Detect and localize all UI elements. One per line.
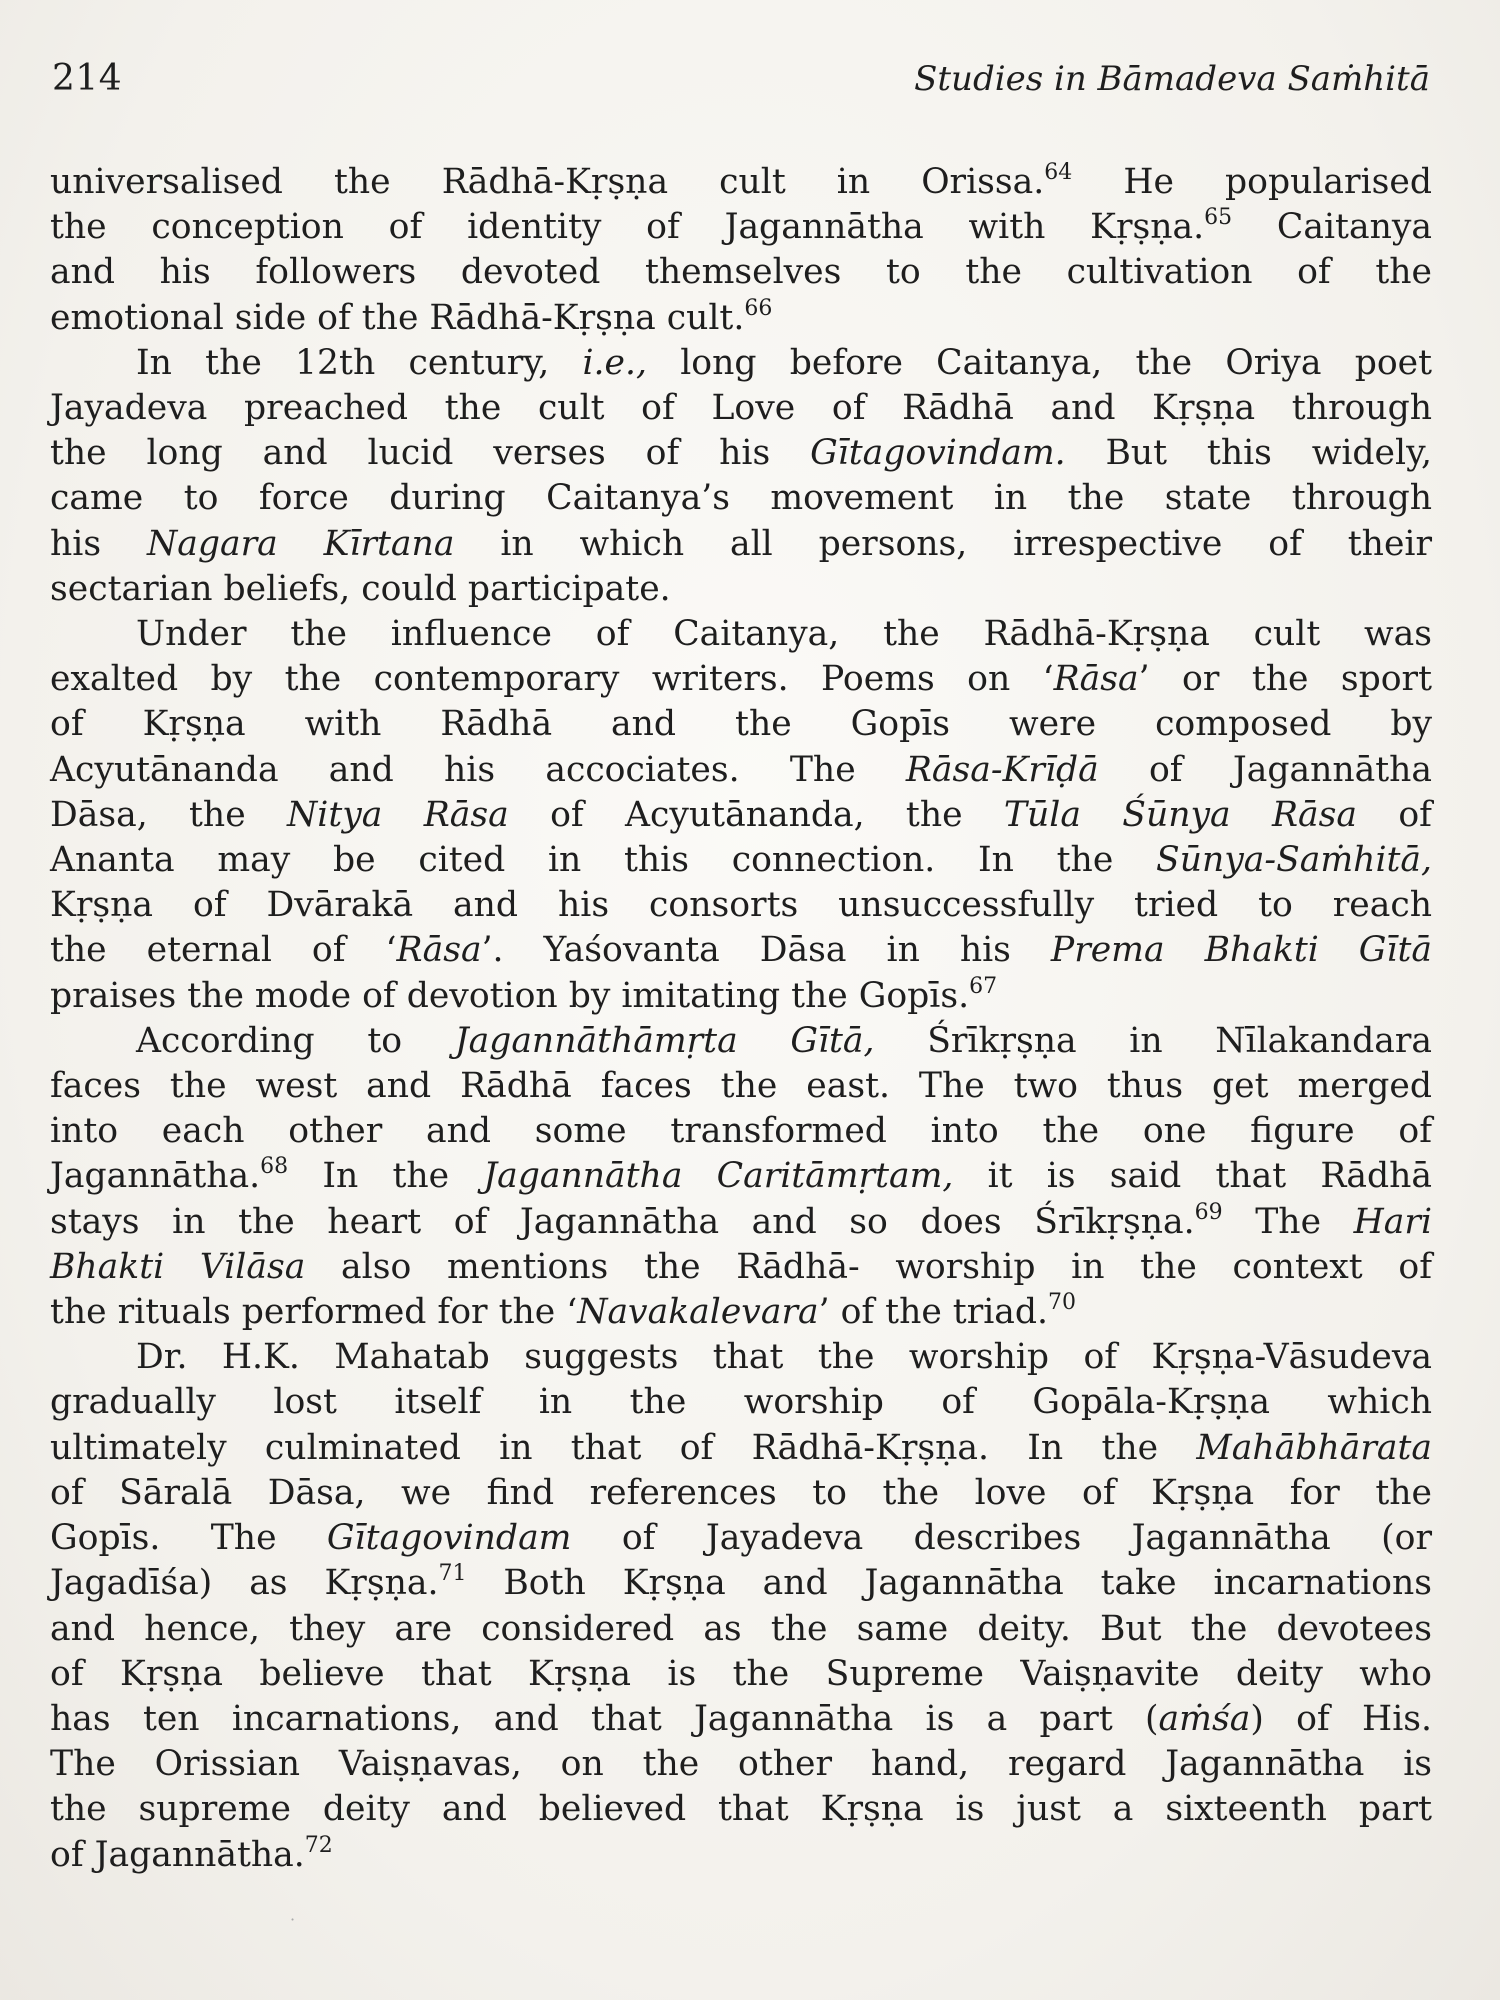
italic-term: Prema Bhakti Gītā bbox=[1050, 930, 1432, 971]
italic-term: Hari bbox=[1353, 1201, 1432, 1242]
text-segment: In the 12th century, bbox=[136, 342, 583, 383]
text-segment: faces the west and Rādhā faces the east. The two thus get merged bbox=[50, 1066, 1432, 1107]
italic-term: Gītagovindam. bbox=[810, 433, 1066, 474]
text-segment: emotional side of the Rādhā-Kṛṣṇa cult. bbox=[50, 297, 745, 338]
text-segment: long before Caitanya, the Oriya poet bbox=[646, 342, 1433, 383]
text-segment: in which all persons, irrespective of their bbox=[454, 523, 1432, 564]
text-segment: into each other and some transformed into the one figure of bbox=[50, 1111, 1432, 1152]
text-segment: Both Kṛṣṇa and Jagannātha take incarnations bbox=[466, 1563, 1432, 1604]
footnote-reference: 65 bbox=[1204, 205, 1233, 231]
text-segment: of Acyutānanda, the bbox=[508, 794, 1004, 835]
text-line bbox=[50, 1652, 1432, 1697]
text-segment: Jayadeva preached the cult of Love of Rādhā and Kṛṣṇa through bbox=[50, 388, 1432, 429]
text-line bbox=[50, 1335, 1432, 1380]
text-segment: ) of His. bbox=[1250, 1698, 1432, 1739]
text-line bbox=[50, 1200, 1432, 1245]
text-segment: He popularised bbox=[1072, 162, 1432, 202]
text-line bbox=[50, 341, 1432, 386]
text-line bbox=[50, 883, 1432, 928]
text-segment: has ten incarnations, and that Jagannātha is a part ( bbox=[50, 1698, 1159, 1739]
paragraph bbox=[50, 341, 1432, 612]
text-segment: The Orissian Vaiṣṇavas, on the other hand, regard Jagannātha is bbox=[50, 1744, 1432, 1785]
text-segment: ’ of the triad. bbox=[818, 1292, 1049, 1333]
italic-term: Nagara Kīrtana bbox=[146, 523, 455, 564]
text-segment: The bbox=[1222, 1201, 1354, 1242]
text-segment: praises the mode of devotion by imitating the Gopīs. bbox=[50, 975, 970, 1016]
text-segment: universalised the Rādhā-Kṛṣṇa cult in Orissa. bbox=[50, 162, 1045, 202]
text-line bbox=[50, 386, 1432, 431]
text-line bbox=[50, 1290, 1432, 1335]
text-segment: of Sāralā Dāsa, we find references to the love of Kṛṣṇa for the bbox=[50, 1472, 1432, 1513]
text-segment: stays in the heart of Jagannātha and so does Śrīkṛṣṇa. bbox=[50, 1201, 1195, 1242]
text-line bbox=[50, 205, 1432, 250]
text-line bbox=[50, 657, 1432, 702]
text-line bbox=[50, 1697, 1432, 1742]
text-segment: Dāsa, the bbox=[50, 794, 288, 835]
text-segment: Dr. H.K. Mahatab suggests that the worship of Kṛṣṇa-Vāsudeva bbox=[136, 1337, 1432, 1378]
text-segment: ’ or the sport bbox=[1138, 659, 1432, 700]
text-line bbox=[50, 476, 1432, 521]
text-segment: his bbox=[50, 523, 147, 564]
text-line bbox=[50, 838, 1432, 883]
footnote-reference: 71 bbox=[438, 1561, 467, 1587]
italic-term: Sūnya-Saṁhitā, bbox=[1156, 840, 1432, 881]
text-line bbox=[50, 1426, 1432, 1471]
text-segment: the long and lucid verses of his bbox=[50, 433, 811, 474]
body-text bbox=[50, 160, 1432, 1878]
page-number: 214 bbox=[52, 58, 123, 99]
footnote-reference: 68 bbox=[260, 1154, 289, 1180]
text-segment: of Jagannātha. bbox=[50, 1834, 305, 1875]
text-line bbox=[50, 974, 1432, 1019]
footnote-reference: 70 bbox=[1048, 1290, 1077, 1316]
text-segment: and his followers devoted themselves to the cultivation of the bbox=[50, 252, 1432, 293]
text-segment: and hence, they are considered as the same deity. But the devotees bbox=[50, 1608, 1432, 1649]
footnote-reference: 72 bbox=[304, 1832, 333, 1858]
text-segment: Śrīkṛṣṇa in Nīlakandara bbox=[874, 1020, 1432, 1061]
text-line bbox=[50, 1019, 1432, 1064]
running-title: Studies in Bāmadeva Saṁhitā bbox=[914, 59, 1430, 99]
page-speck: · bbox=[290, 1910, 296, 1929]
text-segment: Caitanya bbox=[1232, 207, 1432, 248]
text-line bbox=[50, 1245, 1432, 1290]
text-segment: of Kṛṣṇa believe that Kṛṣṇa is the Supreme Vaiṣṇavite deity who bbox=[50, 1653, 1432, 1694]
italic-term: Rāsa-Krīḍā bbox=[905, 749, 1099, 790]
text-line bbox=[50, 522, 1432, 567]
text-segment: of bbox=[1357, 794, 1432, 835]
italic-term: Rāsa bbox=[396, 930, 482, 971]
text-segment: ’. Yaśovanta Dāsa in his bbox=[481, 930, 1051, 971]
text-line bbox=[50, 1516, 1432, 1561]
italic-term: Rāsa bbox=[1053, 659, 1139, 700]
footnote-reference: 67 bbox=[969, 973, 998, 999]
italic-term: aṁśa bbox=[1158, 1698, 1251, 1739]
footnote-reference: 64 bbox=[1044, 160, 1073, 185]
footnote-reference: 66 bbox=[744, 295, 773, 321]
paragraph bbox=[50, 1335, 1432, 1877]
text-segment: Jagannātha. bbox=[50, 1156, 261, 1197]
italic-term: Jagannātha Caritāmṛtam, bbox=[483, 1156, 954, 1197]
italic-term: Jagannāthāmṛta Gītā, bbox=[454, 1020, 875, 1061]
text-line bbox=[50, 1833, 1432, 1878]
text-line bbox=[50, 612, 1432, 657]
paragraph bbox=[50, 612, 1432, 1019]
text-segment: the conception of identity of Jagannātha with Kṛṣṇa. bbox=[50, 207, 1205, 248]
text-line bbox=[50, 702, 1432, 747]
italic-term: Gītagovindam bbox=[326, 1518, 572, 1559]
text-line bbox=[50, 296, 1432, 341]
text-line bbox=[50, 928, 1432, 973]
italic-term: Tūla Śūnya Rāsa bbox=[1003, 794, 1358, 835]
text-line bbox=[50, 431, 1432, 476]
text-segment: Acyutānanda and his accociates. The bbox=[50, 749, 906, 790]
text-segment: Under the influence of Caitanya, the Rādhā-Kṛṣṇa cult was bbox=[136, 614, 1432, 655]
text-line bbox=[50, 567, 1432, 612]
italic-term: Bhakti Vilāsa bbox=[50, 1246, 306, 1287]
text-segment: of Jayadeva describes Jagannātha (or bbox=[571, 1518, 1432, 1559]
text-segment: gradually lost itself in the worship of Gopāla-Kṛṣṇa which bbox=[50, 1382, 1432, 1423]
text-line bbox=[50, 1787, 1432, 1832]
italic-term: Navakalevara bbox=[577, 1292, 819, 1333]
text-line bbox=[50, 250, 1432, 295]
text-segment: According to bbox=[136, 1020, 455, 1061]
text-segment: In the bbox=[288, 1156, 484, 1197]
text-segment: the rituals performed for the ‘ bbox=[50, 1292, 578, 1333]
text-segment: of Kṛṣṇa with Rādhā and the Gopīs were composed by bbox=[50, 704, 1432, 745]
text-segment: the supreme deity and believed that Kṛṣṇa is just a sixteenth part bbox=[50, 1789, 1432, 1830]
text-segment: also mentions the Rādhā- worship in the context of bbox=[305, 1246, 1433, 1287]
text-line bbox=[50, 1742, 1432, 1787]
text-line bbox=[50, 1380, 1432, 1425]
paragraph bbox=[50, 1019, 1432, 1335]
paragraph bbox=[50, 160, 1432, 341]
text-segment: Ananta may be cited in this connection. In the bbox=[50, 840, 1157, 881]
text-segment: of Jagannātha bbox=[1098, 749, 1432, 790]
text-line bbox=[50, 793, 1432, 838]
text-segment: exalted by the contemporary writers. Poems on ‘ bbox=[50, 659, 1054, 700]
text-segment: Jagadīśa) as Kṛṣṇa. bbox=[50, 1563, 439, 1604]
text-line bbox=[50, 1471, 1432, 1516]
text-segment: it is said that Rādhā bbox=[953, 1156, 1433, 1197]
text-segment: the eternal of ‘ bbox=[50, 930, 397, 971]
text-segment: ultimately culminated in that of Rādhā-Kṛṣṇa. In the bbox=[50, 1427, 1197, 1468]
text-line bbox=[50, 1561, 1432, 1606]
text-line bbox=[50, 1607, 1432, 1652]
text-segment: Kṛṣṇa of Dvārakā and his consorts unsuccessfully tried to reach bbox=[50, 885, 1432, 926]
text-segment: sectarian beliefs, could participate. bbox=[50, 568, 671, 609]
page-header bbox=[52, 58, 1430, 108]
text-line bbox=[50, 1154, 1432, 1199]
text-segment: came to force during Caitanya’s movement in the state through bbox=[50, 478, 1432, 519]
text-line bbox=[50, 160, 1432, 205]
italic-term: i.e., bbox=[582, 342, 647, 383]
italic-term: Mahābhārata bbox=[1196, 1427, 1432, 1468]
text-line bbox=[50, 1064, 1432, 1109]
text-line bbox=[50, 748, 1432, 793]
text-segment: But this widely, bbox=[1065, 433, 1432, 474]
italic-term: Nitya Rāsa bbox=[287, 794, 509, 835]
footnote-reference: 69 bbox=[1194, 1199, 1223, 1225]
text-segment: Gopīs. The bbox=[50, 1518, 327, 1559]
text-line bbox=[50, 1109, 1432, 1154]
